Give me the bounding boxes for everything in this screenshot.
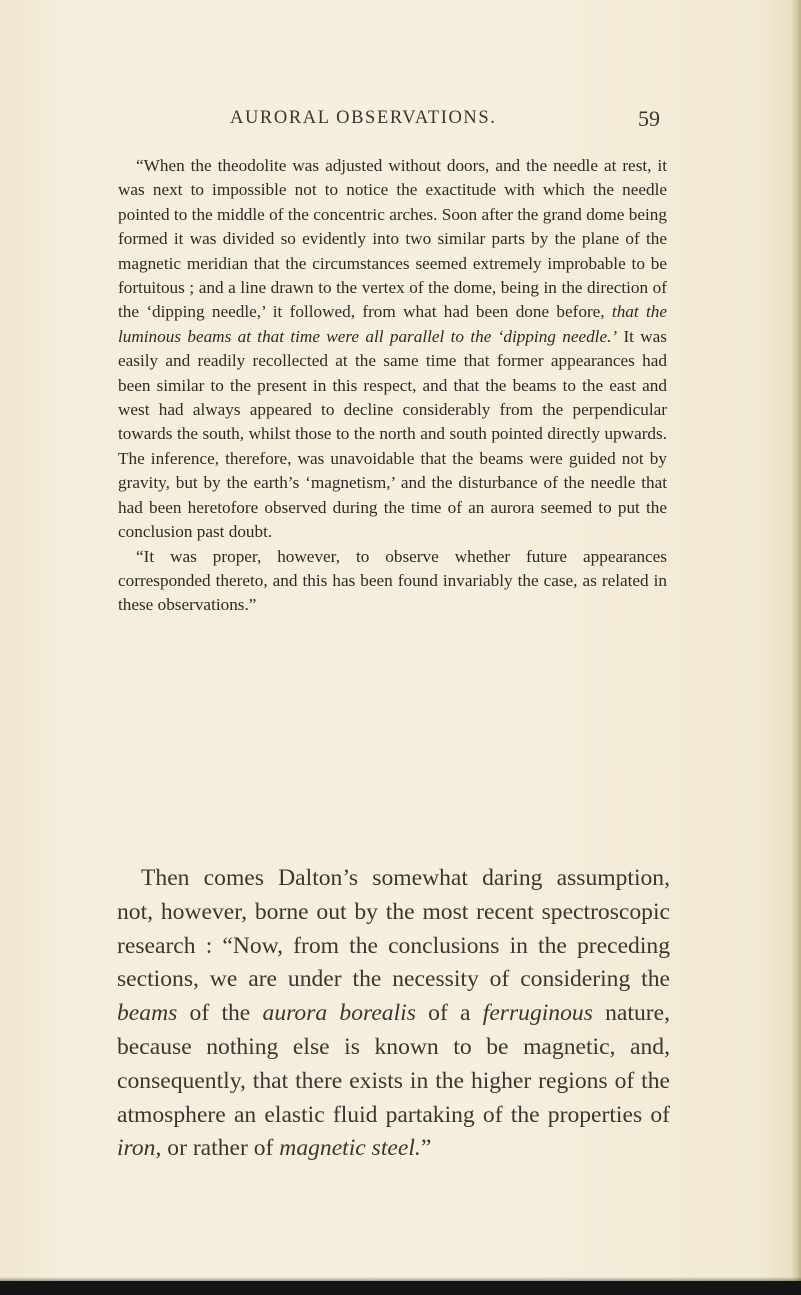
quoted-passage <box>118 154 667 618</box>
scan-shadow-strip <box>0 1281 801 1295</box>
quoted-paragraph-2: “It was proper, however, to observe whether future appearances corresponded thereto, and this has been found invariably the case, as related in these observations.” <box>118 546 667 615</box>
text-run: of a <box>415 1000 483 1027</box>
running-head <box>230 106 660 136</box>
quoted-paragraph-1 <box>118 154 667 545</box>
text-run: nature, because nothing else is known to be magnetic, and, consequently, that there exists in the higher regions of the atmosphere an elastic fluid partaking of the properties of <box>117 1000 670 1128</box>
italic-text-run: aurora borealis <box>262 1000 416 1027</box>
text-run: , or rather of <box>155 1135 280 1162</box>
text-run: Then comes Dalton’s somewhat daring assumption, not, however, borne out by the most recent spectroscopic research : “Now, from the conclusions in the preceding sections, we are under the necessity of considering the <box>117 865 670 993</box>
main-text <box>117 862 670 1166</box>
italic-text-run: that the luminous beams at that time were all parallel to the ‘dipping needle.’ <box>118 302 667 346</box>
italic-text-run: beams <box>117 1000 178 1027</box>
text-run: ” <box>420 1135 432 1162</box>
running-title: AURORAL OBSERVATIONS. <box>230 108 497 128</box>
page-edge <box>791 0 801 1295</box>
text-run: “When the theodolite was adjusted without doors, and the needle at rest, it was next to impossible not to notice the exactitude with which the needle pointed to the middle of the concentric arches. Soon after the grand dome being formed it was divided so evidently into two similar parts by the plane of the magnetic meridian that the circumstances seemed extremely improbable to be fortuitous ; and a line drawn to the vertex of the dome, being in the direction of the ‘dipping needle,’ it followed, from what had been done before, <box>118 156 667 322</box>
italic-text-run: ferruginous <box>482 1000 593 1027</box>
text-run: of the <box>177 1000 263 1027</box>
main-paragraph <box>117 862 670 1166</box>
text-run: It was easily and readily recollected at the same time that former appearances had been similar to the present in this respect, and that the beams to the east and west had always appeared to decline considerably from the perpendicular towards the south, whilst those to the north and south pointed directly upwards. The inference, therefore, was unavoidable that the beams were guided not by gravity, but by the earth’s ‘magnetism,’ and the disturbance of the needle that had been heretofore observed during the time of an aurora seemed to put the conclusion past doubt. <box>118 326 667 542</box>
italic-text-run: iron <box>117 1135 156 1162</box>
italic-text-run: magnetic steel. <box>279 1135 421 1162</box>
page-number: 59 <box>638 106 660 131</box>
